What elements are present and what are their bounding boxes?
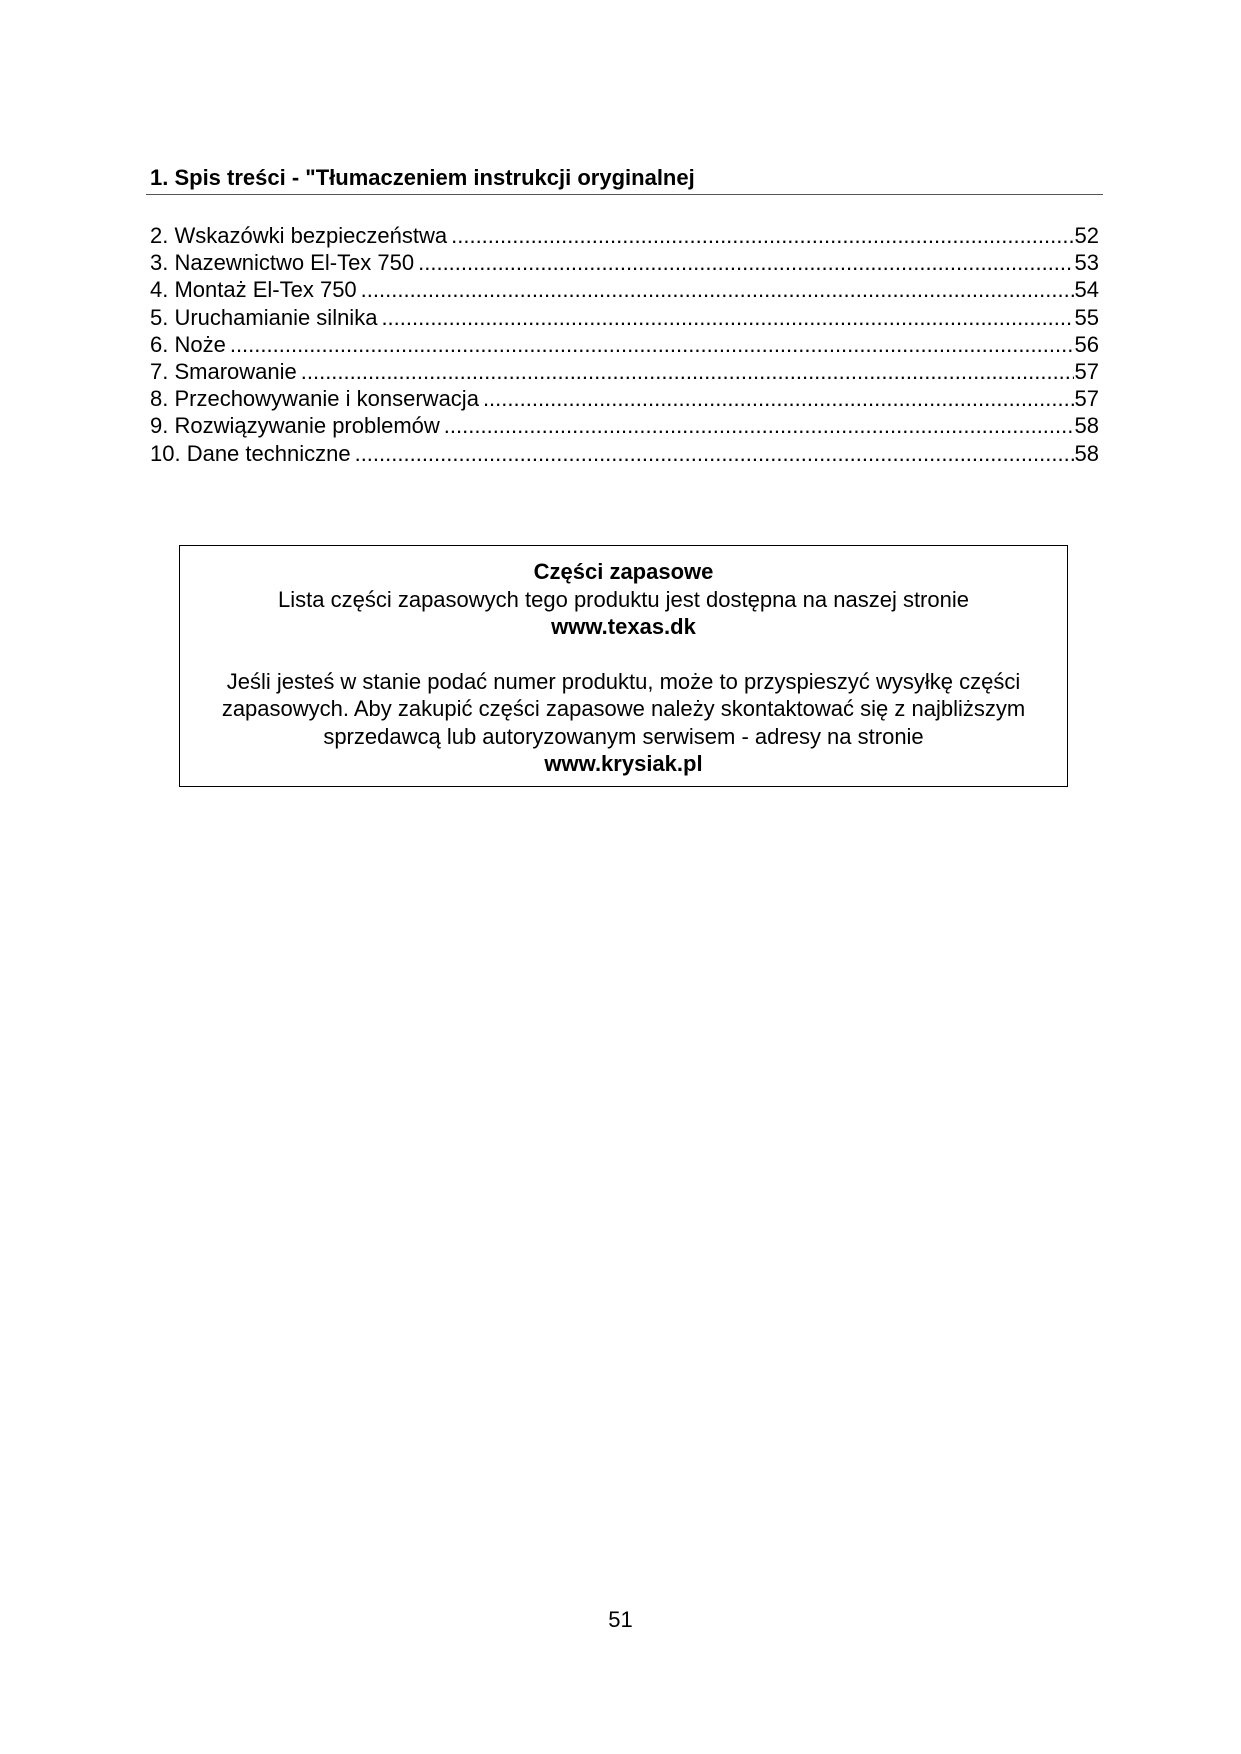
toc-entry-label: 6. Noże [150,331,226,357]
toc-entry-label: 5. Uruchamianie silnika [150,304,378,330]
toc-entry-label: 4. Montaż El-Tex 750 [150,277,357,303]
toc-leader-dots [355,440,1074,467]
toc-entry-page: 57 [1074,358,1099,384]
notice-text: Jeśli jesteś w stanie podać numer produktu, może to przyspieszyć wysyłkę części zapasowych. Aby zakupić części zapasowe należy skontaktować się z najbliższym sprzedawcą lub autoryzowanym serwisem - adresy na stronie [221,668,1026,749]
toc-entry-page: 57 [1074,386,1099,412]
toc-entry-page: 55 [1074,304,1099,330]
toc-entry[interactable] [150,276,1099,303]
toc-entry[interactable] [150,385,1099,412]
toc-leader-dots [381,304,1073,331]
notice-title: Części zapasowe [533,559,714,584]
page-number: 51 [608,1607,633,1632]
toc-entry-page: 52 [1074,223,1099,248]
toc-entry[interactable] [150,222,1099,249]
table-of-contents [150,222,1099,467]
toc-entry[interactable] [150,331,1099,358]
toc-entry-page: 54 [1074,277,1099,303]
toc-entry-page: 56 [1074,331,1099,357]
toc-entry-page: 58 [1074,413,1099,439]
toc-entry-label: 3. Nazewnictwo El-Tex 750 [150,250,415,276]
toc-leader-dots [451,222,1073,249]
toc-entry-page: 53 [1074,250,1099,276]
toc-entry-label: 10. Dane techniczne [150,440,351,466]
toc-entry[interactable] [150,249,1099,276]
toc-leader-dots [418,249,1073,276]
toc-leader-dots [444,412,1074,439]
toc-leader-dots [230,331,1074,358]
toc-leader-dots [483,385,1074,412]
spare-parts-notice [179,545,1068,787]
toc-leader-dots [361,276,1074,303]
toc-entry-page: 58 [1074,440,1099,466]
notice-spacer [180,641,1067,668]
notice-text: Lista części zapasowych tego produktu jest dostępna na naszej stronie [278,586,969,612]
toc-entry-label: 9. Rozwiązywanie problemów [150,413,440,439]
krysiak-link[interactable]: www.krysiak.pl [544,751,703,776]
toc-entry-label: 2. Wskazówki bezpieczeństwa [150,223,448,248]
toc-entry[interactable] [150,440,1099,467]
texas-link[interactable]: www.texas.dk [551,614,696,639]
toc-leader-dots [301,358,1074,385]
toc-entry-label: 8. Przechowywanie i konserwacja [150,386,479,412]
toc-entry[interactable] [150,358,1099,385]
toc-entry[interactable] [150,304,1099,331]
page-title: 1. Spis treści - "Tłumaczeniem instrukcji oryginalnej [150,165,695,190]
toc-entry[interactable] [150,412,1099,439]
title-divider [146,194,1103,195]
toc-entry-label: 7. Smarowanie [150,358,297,384]
